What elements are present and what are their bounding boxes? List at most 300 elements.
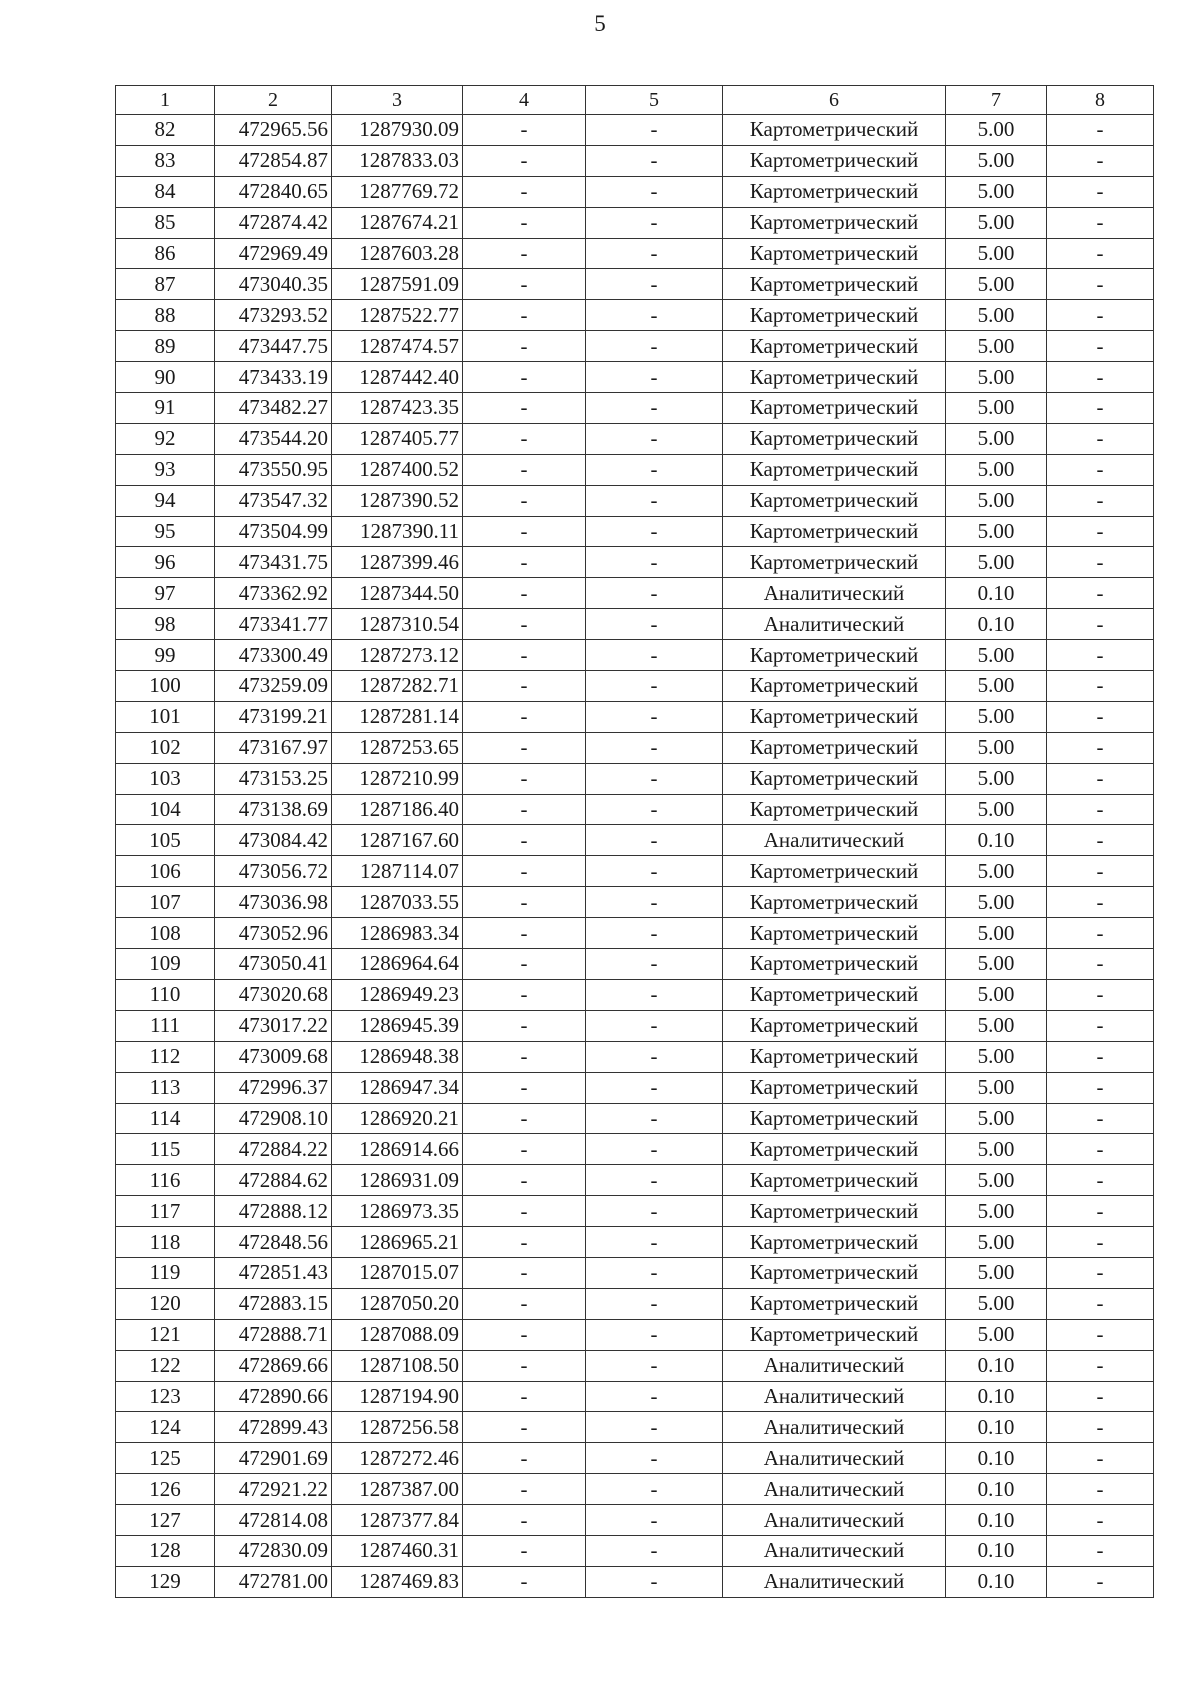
cell-accuracy: 5.00 [946,145,1047,176]
table-row [116,1412,1154,1443]
cell-method: Картометрический [723,1196,946,1227]
cell-coord-y: 1286948.38 [332,1041,463,1072]
cell-coord-x: 472854.87 [215,145,332,176]
cell-coord-x: 473036.98 [215,887,332,918]
cell-col-8: - [1047,485,1154,516]
cell-coord-x: 473482.27 [215,393,332,424]
cell-point-number: 116 [116,1165,215,1196]
cell-accuracy: 5.00 [946,918,1047,949]
cell-accuracy: 5.00 [946,393,1047,424]
cell-col-8: - [1047,207,1154,238]
cell-coord-x: 473050.41 [215,949,332,980]
cell-col-8: - [1047,145,1154,176]
cell-col-5: - [586,1010,723,1041]
cell-method: Картометрический [723,393,946,424]
cell-accuracy: 0.10 [946,1505,1047,1536]
cell-col-4: - [463,1412,586,1443]
cell-method: Картометрический [723,887,946,918]
cell-col-5: - [586,609,723,640]
cell-coord-x: 472851.43 [215,1257,332,1288]
cell-method: Картометрический [723,1165,946,1196]
cell-coord-x: 473020.68 [215,979,332,1010]
cell-col-8: - [1047,671,1154,702]
cell-coord-y: 1287460.31 [332,1535,463,1566]
cell-method: Картометрический [723,485,946,516]
cell-accuracy: 5.00 [946,362,1047,393]
cell-col-4: - [463,856,586,887]
cell-col-4: - [463,1041,586,1072]
cell-accuracy: 5.00 [946,300,1047,331]
table-row [116,1566,1154,1597]
cell-col-5: - [586,1443,723,1474]
table-row [116,640,1154,671]
cell-coord-y: 1287344.50 [332,578,463,609]
cell-col-8: - [1047,1474,1154,1505]
cell-col-5: - [586,1350,723,1381]
cell-accuracy: 5.00 [946,516,1047,547]
cell-method: Картометрический [723,763,946,794]
cell-coord-y: 1286914.66 [332,1134,463,1165]
cell-coord-x: 473544.20 [215,423,332,454]
table-row [116,1319,1154,1350]
table-row [116,238,1154,269]
cell-col-4: - [463,671,586,702]
cell-col-8: - [1047,887,1154,918]
cell-accuracy: 5.00 [946,1010,1047,1041]
cell-col-4: - [463,979,586,1010]
cell-coord-x: 472840.65 [215,176,332,207]
table-row [116,362,1154,393]
cell-col-4: - [463,547,586,578]
cell-coord-y: 1287603.28 [332,238,463,269]
cell-col-5: - [586,1474,723,1505]
table-row [116,1535,1154,1566]
cell-accuracy: 0.10 [946,1443,1047,1474]
cell-method: Картометрический [723,300,946,331]
cell-col-5: - [586,176,723,207]
cell-accuracy: 5.00 [946,207,1047,238]
cell-method: Картометрический [723,1257,946,1288]
cell-point-number: 91 [116,393,215,424]
cell-col-4: - [463,825,586,856]
table-row [116,1505,1154,1536]
cell-col-5: - [586,485,723,516]
cell-coord-y: 1287399.46 [332,547,463,578]
cell-point-number: 128 [116,1535,215,1566]
cell-coord-x: 473504.99 [215,516,332,547]
cell-col-4: - [463,115,586,146]
cell-accuracy: 0.10 [946,1381,1047,1412]
cell-point-number: 101 [116,701,215,732]
cell-col-8: - [1047,1381,1154,1412]
cell-col-8: - [1047,115,1154,146]
cell-coord-y: 1286931.09 [332,1165,463,1196]
table-row [116,578,1154,609]
cell-col-4: - [463,763,586,794]
cell-col-4: - [463,238,586,269]
cell-col-4: - [463,1072,586,1103]
cell-point-number: 126 [116,1474,215,1505]
cell-coord-y: 1287210.99 [332,763,463,794]
cell-point-number: 83 [116,145,215,176]
table-row [116,887,1154,918]
cell-accuracy: 5.00 [946,454,1047,485]
cell-point-number: 114 [116,1103,215,1134]
cell-method: Картометрический [723,1072,946,1103]
cell-col-4: - [463,516,586,547]
cell-col-4: - [463,609,586,640]
cell-coord-x: 472908.10 [215,1103,332,1134]
cell-coord-x: 473447.75 [215,331,332,362]
table-row [116,331,1154,362]
table-row [116,207,1154,238]
cell-coord-x: 472814.08 [215,1505,332,1536]
cell-col-4: - [463,331,586,362]
cell-method: Аналитический [723,1443,946,1474]
column-header: 2 [215,86,332,115]
cell-col-4: - [463,918,586,949]
cell-coord-y: 1287186.40 [332,794,463,825]
cell-accuracy: 5.00 [946,176,1047,207]
cell-coord-x: 473547.32 [215,485,332,516]
cell-accuracy: 5.00 [946,856,1047,887]
cell-coord-x: 472996.37 [215,1072,332,1103]
cell-col-8: - [1047,609,1154,640]
cell-col-8: - [1047,1257,1154,1288]
cell-point-number: 113 [116,1072,215,1103]
cell-col-5: - [586,238,723,269]
cell-col-5: - [586,1072,723,1103]
cell-col-8: - [1047,1165,1154,1196]
cell-coord-y: 1287674.21 [332,207,463,238]
cell-coord-y: 1287423.35 [332,393,463,424]
table-row [116,1288,1154,1319]
cell-col-4: - [463,1227,586,1258]
cell-coord-y: 1286945.39 [332,1010,463,1041]
table-row [116,454,1154,485]
cell-col-5: - [586,794,723,825]
cell-point-number: 99 [116,640,215,671]
cell-coord-x: 473199.21 [215,701,332,732]
table-row [116,516,1154,547]
table-row [116,1257,1154,1288]
cell-accuracy: 5.00 [946,1072,1047,1103]
cell-col-8: - [1047,362,1154,393]
cell-accuracy: 0.10 [946,1474,1047,1505]
cell-col-5: - [586,640,723,671]
cell-coord-x: 473017.22 [215,1010,332,1041]
cell-coord-y: 1287194.90 [332,1381,463,1412]
cell-point-number: 106 [116,856,215,887]
cell-col-8: - [1047,331,1154,362]
cell-col-4: - [463,1010,586,1041]
cell-method: Аналитический [723,1535,946,1566]
cell-col-8: - [1047,1227,1154,1258]
cell-col-8: - [1047,1134,1154,1165]
cell-coord-y: 1287390.52 [332,485,463,516]
cell-col-8: - [1047,423,1154,454]
column-header: 3 [332,86,463,115]
cell-col-5: - [586,1041,723,1072]
cell-accuracy: 5.00 [946,671,1047,702]
cell-col-4: - [463,949,586,980]
cell-coord-x: 473550.95 [215,454,332,485]
cell-col-5: - [586,732,723,763]
cell-col-5: - [586,300,723,331]
cell-coord-y: 1287167.60 [332,825,463,856]
cell-col-8: - [1047,825,1154,856]
cell-accuracy: 5.00 [946,1041,1047,1072]
cell-coord-x: 473009.68 [215,1041,332,1072]
cell-accuracy: 5.00 [946,1103,1047,1134]
cell-coord-y: 1287273.12 [332,640,463,671]
cell-method: Аналитический [723,609,946,640]
cell-col-5: - [586,207,723,238]
cell-coord-y: 1287522.77 [332,300,463,331]
cell-point-number: 105 [116,825,215,856]
cell-col-8: - [1047,701,1154,732]
cell-col-5: - [586,979,723,1010]
cell-accuracy: 5.00 [946,1196,1047,1227]
cell-accuracy: 5.00 [946,331,1047,362]
cell-col-4: - [463,794,586,825]
column-header: 8 [1047,86,1154,115]
cell-coord-x: 472890.66 [215,1381,332,1412]
cell-col-8: - [1047,516,1154,547]
table-row [116,1443,1154,1474]
cell-point-number: 109 [116,949,215,980]
cell-method: Картометрический [723,454,946,485]
table-row [116,671,1154,702]
cell-coord-x: 473341.77 [215,609,332,640]
cell-col-5: - [586,331,723,362]
column-header: 5 [586,86,723,115]
cell-coord-y: 1287469.83 [332,1566,463,1597]
cell-coord-x: 472884.22 [215,1134,332,1165]
cell-method: Картометрический [723,732,946,763]
cell-method: Картометрический [723,516,946,547]
cell-coord-x: 472888.12 [215,1196,332,1227]
cell-coord-x: 473084.42 [215,825,332,856]
cell-accuracy: 5.00 [946,485,1047,516]
cell-coord-y: 1287769.72 [332,176,463,207]
table-row [116,269,1154,300]
cell-accuracy: 5.00 [946,423,1047,454]
cell-col-5: - [586,1412,723,1443]
cell-accuracy: 5.00 [946,547,1047,578]
cell-method: Картометрический [723,547,946,578]
cell-col-5: - [586,949,723,980]
cell-point-number: 98 [116,609,215,640]
table-row [116,547,1154,578]
cell-point-number: 112 [116,1041,215,1072]
cell-point-number: 107 [116,887,215,918]
table-row [116,393,1154,424]
cell-col-8: - [1047,1319,1154,1350]
table-row [116,485,1154,516]
cell-method: Картометрический [723,1319,946,1350]
table-row [116,856,1154,887]
table-row [116,701,1154,732]
cell-point-number: 111 [116,1010,215,1041]
cell-col-8: - [1047,918,1154,949]
cell-coord-x: 472899.43 [215,1412,332,1443]
cell-col-4: - [463,207,586,238]
cell-point-number: 127 [116,1505,215,1536]
cell-col-8: - [1047,1288,1154,1319]
cell-col-4: - [463,1350,586,1381]
cell-col-5: - [586,1288,723,1319]
cell-coord-y: 1287282.71 [332,671,463,702]
cell-col-5: - [586,1257,723,1288]
cell-coord-y: 1286973.35 [332,1196,463,1227]
cell-col-4: - [463,454,586,485]
table-row [116,1134,1154,1165]
cell-coord-x: 473293.52 [215,300,332,331]
cell-point-number: 90 [116,362,215,393]
cell-accuracy: 5.00 [946,1288,1047,1319]
cell-accuracy: 0.10 [946,825,1047,856]
cell-coord-x: 472830.09 [215,1535,332,1566]
cell-accuracy: 5.00 [946,701,1047,732]
cell-coord-x: 473052.96 [215,918,332,949]
cell-coord-x: 472965.56 [215,115,332,146]
cell-method: Картометрический [723,918,946,949]
cell-coord-y: 1287474.57 [332,331,463,362]
table-row [116,794,1154,825]
cell-coord-x: 473300.49 [215,640,332,671]
cell-method: Картометрический [723,207,946,238]
cell-point-number: 115 [116,1134,215,1165]
cell-accuracy: 5.00 [946,115,1047,146]
cell-coord-x: 472848.56 [215,1227,332,1258]
cell-accuracy: 5.00 [946,1134,1047,1165]
page-number: 5 [594,11,606,36]
cell-accuracy: 5.00 [946,1319,1047,1350]
cell-coord-x: 473056.72 [215,856,332,887]
cell-col-5: - [586,423,723,454]
cell-coord-x: 472869.66 [215,1350,332,1381]
cell-method: Картометрический [723,423,946,454]
cell-col-5: - [586,362,723,393]
cell-point-number: 92 [116,423,215,454]
cell-accuracy: 5.00 [946,1257,1047,1288]
cell-col-4: - [463,1103,586,1134]
cell-coord-y: 1286947.34 [332,1072,463,1103]
cell-col-5: - [586,887,723,918]
cell-method: Картометрический [723,115,946,146]
cell-col-8: - [1047,454,1154,485]
cell-coord-x: 472883.15 [215,1288,332,1319]
cell-col-4: - [463,1196,586,1227]
cell-accuracy: 5.00 [946,794,1047,825]
table-row [116,115,1154,146]
cell-accuracy: 5.00 [946,1165,1047,1196]
table-row [116,1196,1154,1227]
cell-point-number: 124 [116,1412,215,1443]
cell-coord-y: 1287377.84 [332,1505,463,1536]
cell-col-5: - [586,1103,723,1134]
cell-accuracy: 0.10 [946,578,1047,609]
cell-col-8: - [1047,238,1154,269]
cell-accuracy: 5.00 [946,1227,1047,1258]
cell-coord-y: 1287015.07 [332,1257,463,1288]
cell-col-8: - [1047,1505,1154,1536]
cell-method: Аналитический [723,1412,946,1443]
cell-coord-y: 1287442.40 [332,362,463,393]
cell-col-4: - [463,1165,586,1196]
cell-col-8: - [1047,547,1154,578]
cell-coord-y: 1287281.14 [332,701,463,732]
cell-method: Картометрический [723,1134,946,1165]
cell-col-4: - [463,701,586,732]
cell-col-4: - [463,1288,586,1319]
table-row [116,732,1154,763]
cell-col-4: - [463,1134,586,1165]
cell-coord-y: 1286964.64 [332,949,463,980]
cell-accuracy: 0.10 [946,609,1047,640]
cell-col-4: - [463,1257,586,1288]
cell-col-5: - [586,516,723,547]
column-header: 7 [946,86,1047,115]
cell-coord-y: 1286983.34 [332,918,463,949]
cell-method: Картометрический [723,1041,946,1072]
cell-col-4: - [463,362,586,393]
cell-col-8: - [1047,1443,1154,1474]
table-row [116,1350,1154,1381]
cell-coord-x: 473362.92 [215,578,332,609]
cell-method: Картометрический [723,794,946,825]
table-row [116,1474,1154,1505]
cell-col-8: - [1047,176,1154,207]
cell-coord-x: 473431.75 [215,547,332,578]
cell-col-4: - [463,485,586,516]
cell-point-number: 89 [116,331,215,362]
cell-coord-x: 472888.71 [215,1319,332,1350]
cell-point-number: 129 [116,1566,215,1597]
cell-coord-x: 473433.19 [215,362,332,393]
cell-point-number: 85 [116,207,215,238]
cell-col-4: - [463,423,586,454]
cell-col-8: - [1047,393,1154,424]
cell-coord-y: 1287387.00 [332,1474,463,1505]
cell-col-8: - [1047,1566,1154,1597]
cell-coord-x: 473138.69 [215,794,332,825]
cell-col-4: - [463,1443,586,1474]
cell-coord-x: 473167.97 [215,732,332,763]
cell-point-number: 84 [116,176,215,207]
cell-point-number: 95 [116,516,215,547]
cell-col-5: - [586,918,723,949]
cell-point-number: 103 [116,763,215,794]
cell-col-8: - [1047,1350,1154,1381]
cell-col-8: - [1047,763,1154,794]
cell-col-4: - [463,1474,586,1505]
cell-col-5: - [586,1505,723,1536]
cell-method: Картометрический [723,269,946,300]
cell-col-4: - [463,145,586,176]
cell-col-5: - [586,1535,723,1566]
table-row [116,1041,1154,1072]
cell-col-8: - [1047,1196,1154,1227]
cell-col-4: - [463,1505,586,1536]
cell-col-8: - [1047,1103,1154,1134]
cell-method: Аналитический [723,1381,946,1412]
cell-point-number: 123 [116,1381,215,1412]
cell-point-number: 82 [116,115,215,146]
cell-col-5: - [586,145,723,176]
cell-coord-y: 1287033.55 [332,887,463,918]
